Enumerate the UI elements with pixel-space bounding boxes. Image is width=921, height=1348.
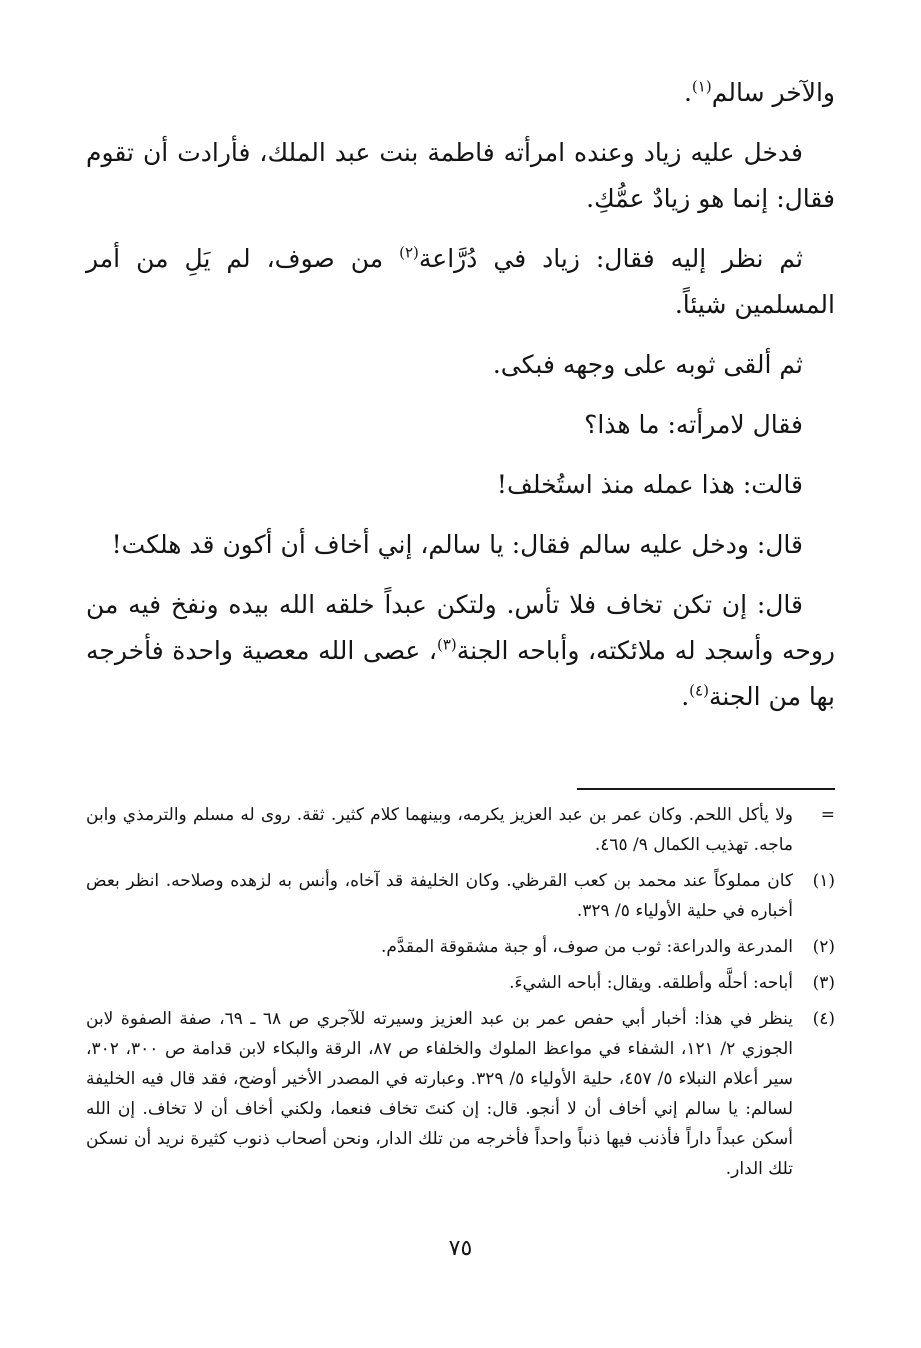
paragraph-7: قال: ودخل عليه سالم فقال: يا سالم، إني أخاف أن أكون قد هلكت!: [111, 530, 803, 559]
paragraph-5: فقال لامرأته: ما هذا؟: [584, 410, 803, 439]
paragraph-8: قال: إن تكن تخاف فلا تأس. ولتكن عبداً خلقه الله بيده ونفخ فيه من روحه وأسجد له ملائكته، وأباحه الجنة$^{(٣)}$، عصى الله معصية واحدة فأخرجه بها من الجنة$^{(٤)}$.: [86, 590, 835, 711]
footnote-ref-3: (٣): [436, 635, 457, 654]
footnote-text: المدرعة والدراعة: ثوب من صوف، أو جبة مشقوقة المقدَّم.: [381, 937, 793, 957]
paragraph-3: ثم نظر إليه فقال: زياد في دُرَّاعة$^{(٢)}$ من صوف، لم يَلِ من أمر المسلمين شيئاً.: [86, 243, 835, 319]
footnotes: [86, 800, 835, 1190]
book-page: [86, 0, 835, 1348]
footnote-text: ينظر في هذا: أخبار أبي حفص عمر بن عبد العزيز وسيرته للآجري ص ٦٨ ـ ٦٩، صفة الصفوة لابن الجوزي ٢/ ١٢١، الشفاء في مواعظ الملوك والخلفاء ص ٨٧، الرقة والبكاء لابن قدامة ص ٣٠٠، ٣٠٢، سير أعلام النبلاء ٥/ ٤٥٧، حلية الأولياء ٥/ ٣٢٩. وعبارته في المصدر الأخير أوضح، فقد قال فيه الخليفة لسالم: يا سالم إني أخاف أن لا أنجو. قال: إن كنتَ تخاف فنعما، ولكني أخاف أن لا تخاف. إن الله أسكن عبداً داراً فأذنب فيها ذنباً واحداً فأخرجه من تلك الدار، ونحن أصحاب ذنوب كثيرة نريد أن نسكن تلك الدار.: [86, 1009, 794, 1179]
paragraph-6: قالت: هذا عمله منذ استُخلف!: [496, 470, 803, 499]
footnote-2: [86, 932, 835, 962]
footnote-ref-4: (٤): [689, 681, 709, 700]
footnote-ref-2: (٢): [399, 243, 419, 262]
footnote-3: [86, 968, 835, 998]
page-number: ٧٥: [448, 1236, 473, 1261]
footnote-ref-1: (١): [691, 77, 712, 96]
footnote-marker: (٢): [812, 937, 835, 957]
main-text: [86, 70, 835, 734]
footnote-marker: (١): [812, 871, 835, 891]
footnote-marker: =: [820, 805, 835, 825]
paragraph-1: والآخر سالم$^{(١)}$.: [683, 77, 835, 107]
paragraph-4: ثم ألقى ثوبه على وجهه فبكى.: [492, 350, 803, 379]
footnote-separator: [577, 788, 835, 790]
footnote-text: كان مملوكاً عند محمد بن كعب القرظي. وكان الخليفة قد آخاه، وأنس به لزهده وصلاحه. انظر بعض أخباره في حلية الأولياء ٥/ ٣٢٩.: [86, 871, 793, 921]
footnote-text: ولا يأكل اللحم. وكان عمر بن عبد العزيز يكرمه، وبينهما كلام كثير. ثقة. روى له مسلم والترمذي وابن ماجه. تهذيب الكمال ٩/ ٤٦٥.: [86, 805, 793, 855]
footnote-marker: (٤): [812, 1009, 835, 1029]
footnote-4: [86, 1004, 835, 1184]
footnote-1: [86, 866, 835, 926]
paragraph-2: فدخل عليه زياد وعنده امرأته فاطمة بنت عبد الملك، فأرادت أن تقوم فقال: إنما هو زيادٌ عمُّكِ.: [86, 138, 835, 213]
footnote-marker: (٣): [812, 973, 835, 993]
footnote-text: أباحه: أحلَّه وأطلقه. ويقال: أباحه الشيءَ.: [509, 973, 793, 993]
footnote-continued: [86, 800, 835, 860]
